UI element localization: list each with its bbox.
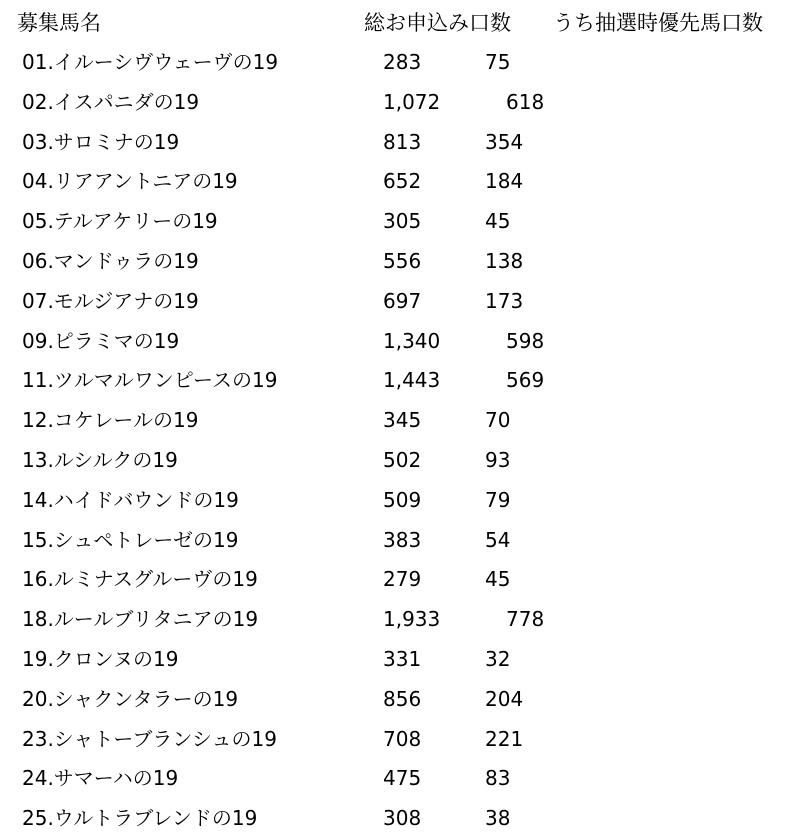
horse-name: 02.イスパニダの19	[22, 89, 200, 114]
priority-units: 45	[485, 209, 511, 234]
priority-units: 204	[485, 686, 524, 711]
table-row	[0, 322, 800, 362]
table-header	[0, 8, 800, 38]
total-applications: 279	[383, 567, 422, 592]
priority-units: 38	[485, 806, 511, 831]
horse-name: 13.ルシルクの19	[22, 447, 178, 472]
horse-name: 25.ウルトラブレンドの19	[22, 806, 258, 831]
horse-name: 18.ルールブリタニアの19	[22, 607, 259, 632]
table-row	[0, 521, 800, 561]
table-row	[0, 202, 800, 242]
horse-name: 19.クロンヌの19	[22, 646, 179, 671]
priority-units: 173	[485, 288, 524, 313]
total-applications: 283	[383, 50, 422, 74]
horse-name: 05.テルアケリーの19	[22, 209, 218, 234]
total-applications: 856	[383, 686, 422, 711]
table-row	[0, 481, 800, 521]
horse-name: 24.サマーハの19	[22, 766, 179, 791]
priority-units: 598	[506, 328, 545, 353]
total-applications: 1,933	[383, 607, 441, 632]
total-applications: 1,072	[383, 89, 441, 114]
priority-units: 138	[485, 248, 524, 273]
horse-name: 12.コケレールの19	[22, 408, 199, 433]
table-row	[0, 43, 800, 83]
total-applications: 345	[383, 408, 422, 433]
total-applications: 509	[383, 487, 422, 512]
total-applications: 697	[383, 288, 422, 313]
horse-name: 23.シャトーブランシュの19	[22, 726, 277, 751]
priority-units: 70	[485, 408, 511, 433]
horse-name: 14.ハイドバウンドの19	[22, 487, 239, 512]
header-horse-name: 募集馬名	[17, 11, 101, 35]
table-row	[0, 401, 800, 441]
horse-name: 15.シュペトレーゼの19	[22, 527, 239, 552]
table-row	[0, 441, 800, 481]
total-applications: 708	[383, 726, 422, 751]
priority-units: 618	[506, 89, 545, 114]
horse-name: 11.ツルマルワンピースの19	[22, 368, 278, 393]
table-row	[0, 560, 800, 600]
total-applications: 556	[383, 248, 422, 273]
priority-units: 778	[506, 607, 545, 632]
total-applications: 308	[383, 806, 422, 831]
horse-name: 20.シャクンタラーの19	[22, 686, 239, 711]
total-applications: 1,443	[383, 368, 441, 393]
total-applications: 813	[383, 129, 422, 154]
table-row	[0, 123, 800, 163]
table-row	[0, 361, 800, 401]
table-row	[0, 83, 800, 123]
total-applications: 652	[383, 169, 422, 194]
priority-units: 184	[485, 169, 524, 194]
priority-units: 354	[485, 129, 524, 154]
horse-name: 16.ルミナスグルーヴの19	[22, 567, 258, 592]
priority-units: 54	[485, 527, 511, 552]
horse-name: 04.リアアントニアの19	[22, 169, 238, 194]
priority-units: 569	[506, 368, 545, 393]
header-priority-units: うち抽選時優先馬口数	[553, 11, 763, 35]
table-row	[0, 680, 800, 720]
table-body	[0, 43, 800, 839]
priority-units: 32	[485, 646, 511, 671]
table-row	[0, 242, 800, 282]
table-row	[0, 759, 800, 799]
total-applications: 331	[383, 646, 422, 671]
horse-name: 09.ピラミマの19	[22, 328, 180, 353]
horse-name: 07.モルジアナの19	[22, 288, 199, 313]
horse-name: 03.サロミナの19	[22, 129, 180, 154]
total-applications: 475	[383, 766, 422, 791]
total-applications: 502	[383, 447, 422, 472]
priority-units: 75	[485, 50, 511, 74]
table-row	[0, 600, 800, 640]
table-row	[0, 799, 800, 839]
table-row	[0, 720, 800, 760]
total-applications: 383	[383, 527, 422, 552]
priority-units: 45	[485, 567, 511, 592]
total-applications: 1,340	[383, 328, 441, 353]
table-row	[0, 282, 800, 322]
priority-units: 79	[485, 487, 511, 512]
horse-name: 06.マンドゥラの19	[22, 248, 199, 273]
table-row	[0, 640, 800, 680]
priority-units: 93	[485, 447, 511, 472]
priority-units: 221	[485, 726, 524, 751]
priority-units: 83	[485, 766, 511, 791]
table-row	[0, 162, 800, 202]
header-total-applications: 総お申込み口数	[364, 11, 511, 35]
total-applications: 305	[383, 209, 422, 234]
horse-name: 01.イルーシヴウェーヴの19	[22, 50, 279, 74]
